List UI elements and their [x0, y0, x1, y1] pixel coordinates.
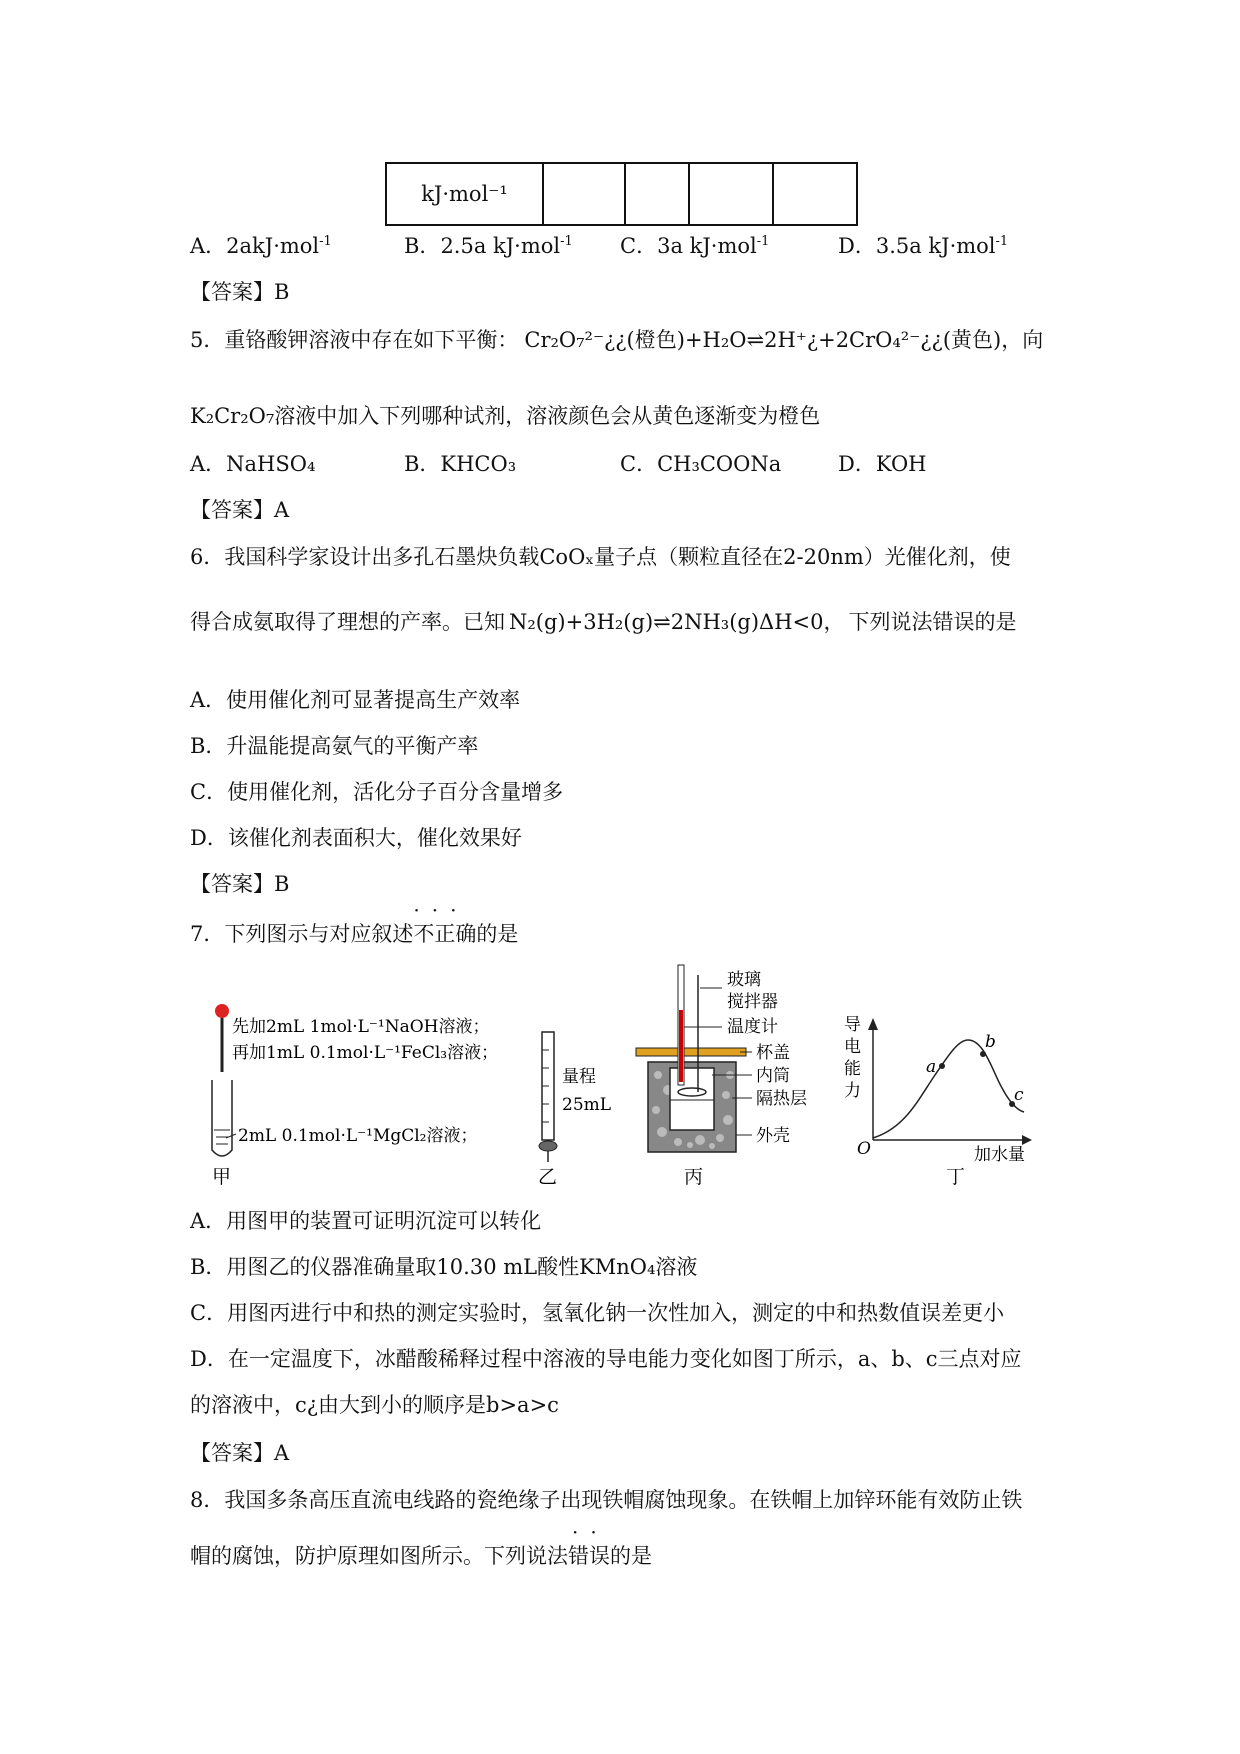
q6-line1: 6．我国科学家设计出多孔石墨炔负载CoOₓ量子点（颗粒直径在2-20nm）光催化剂，使 [190, 545, 1011, 569]
q4-option-c[interactable]: C．3a kJ·mol$^{-1}$ [620, 234, 770, 258]
q5-option-a[interactable]: A．NaHSO₄ [190, 452, 316, 476]
q5-equilibrium-formula: Cr₂O₇²⁻¿¿(橙色)+H₂O⇌2H⁺¿+2CrO₄²⁻¿¿(黄色)，向 [524, 328, 1044, 352]
test-tube [212, 1080, 232, 1156]
q7-option-d-cont: 的溶液中，c¿由大到小的顺序是b>a>c [190, 1393, 559, 1417]
bing-label-inner: 内筒 [756, 1066, 790, 1086]
figure-bing [636, 965, 807, 1188]
conductivity-curve [873, 1040, 1024, 1138]
stopcock [539, 1141, 557, 1151]
jia-label-2: 再加1mL 0.1mol·L⁻¹FeCl₃溶液； [232, 1043, 499, 1063]
emphasis-dots: ··· [413, 898, 469, 922]
bing-label-stirrer: 搅拌器 [727, 992, 778, 1012]
q6-option-d[interactable]: D．该催化剂表面积大，催化效果好 [190, 826, 522, 850]
q6-option-c[interactable]: C．使用催化剂，活化分子百分含量增多 [190, 780, 564, 804]
q6-line2-end: 下列说法错误的是 [848, 610, 1017, 634]
q6-option-b[interactable]: B．升温能提高氨气的平衡产率 [190, 734, 479, 758]
q7-stem-text: 7．下列图示与对应叙述 [190, 922, 414, 946]
q7-option-b[interactable]: B．用图乙的仪器准确量取10.30 mL酸性KMnO₄溶液 [190, 1255, 698, 1279]
q7-stem-end: 的是 [476, 922, 519, 946]
point-a [939, 1063, 945, 1069]
q5-option-b[interactable]: B．KHCO₃ [404, 452, 517, 476]
bing-label-insulation: 隔热层 [756, 1089, 807, 1109]
bing-label-lid: 杯盖 [756, 1043, 790, 1063]
ylabel-2: 电 [844, 1037, 861, 1057]
ylabel-3: 能 [844, 1059, 861, 1079]
q5-option-d[interactable]: D．KOH [838, 452, 927, 476]
bing-label-glass: 玻璃 [727, 970, 761, 990]
ylabel-1: 导 [844, 1015, 861, 1035]
ding-caption: 丁 [946, 1166, 966, 1188]
point-c-label: c [1014, 1085, 1024, 1105]
q7-option-d[interactable]: D．在一定温度下，冰醋酸稀释过程中溶液的导电能力变化如图丁所示，a、b、c三点对应 [190, 1347, 1022, 1371]
xlabel: 加水量 [974, 1145, 1025, 1165]
q6-option-a[interactable]: A．使用催化剂可显著提高生产效率 [190, 688, 521, 712]
origin-label: O [857, 1139, 871, 1159]
jia-label-3: 2mL 0.1mol·L⁻¹MgCl₂溶液； [238, 1126, 478, 1146]
yi-label-1: 量程 [562, 1067, 596, 1087]
q6-reaction-formula: N₂(g)+3H₂(g)⇌2NH₃(g)ΔH<0， [509, 610, 845, 634]
q5-stem-text: 5．重铬酸钾溶液中存在如下平衡： [190, 328, 519, 352]
dropper-bulb [215, 1004, 229, 1018]
q6-answer: 【答案】B [190, 872, 290, 896]
q4-option-a[interactable]: A．2akJ·mol$^{-1}$ [190, 234, 332, 258]
bing-label-shell: 外壳 [756, 1126, 790, 1146]
ylabel-4: 力 [844, 1081, 861, 1101]
figure-ding [844, 1015, 1032, 1188]
q4-option-b[interactable]: B．2.5a kJ·mol$^{-1}$ [404, 234, 573, 258]
bing-caption: 丙 [684, 1166, 704, 1188]
q8-line2 [190, 1520, 652, 1570]
inner-cup [670, 1068, 714, 1130]
q7-option-a[interactable]: A．用图甲的装置可证明沉淀可以转化 [190, 1209, 542, 1233]
q4-option-d[interactable]: D．3.5a kJ·mol$^{-1}$ [838, 234, 1009, 258]
cup-lid [636, 1048, 746, 1056]
y-axis-arrow [868, 1018, 878, 1030]
unit-text: kJ·mol⁻¹ [421, 182, 508, 206]
thermometer-mercury [679, 1010, 683, 1082]
x-axis-arrow [1022, 1135, 1032, 1145]
figure-yi [538, 1032, 611, 1188]
q8-line2-text: 帽的腐蚀，防护原理如图所示。下列说法 [190, 1544, 568, 1568]
point-a-label: a [926, 1057, 937, 1077]
q7-emphasis: ··· 不正确 [413, 898, 477, 946]
jia-caption: 甲 [212, 1166, 232, 1188]
q8-line2-end: 的是 [610, 1544, 652, 1568]
q7-answer: 【答案】A [190, 1441, 290, 1465]
q8-line1: 8．我国多条高压直流电线路的瓷绝缘子出现铁帽腐蚀现象。在铁帽上加锌环能有效防止铁 [190, 1488, 1023, 1512]
q4-answer: 【答案】B [190, 280, 290, 304]
q5-answer: 【答案】A [190, 498, 290, 522]
jia-label-1: 先加2mL 1mol·L⁻¹NaOH溶液； [232, 1017, 490, 1037]
q7-option-c[interactable]: C．用图丙进行中和热的测定实验时，氢氧化钠一次性加入，测定的中和热数值误差更小 [190, 1301, 1005, 1325]
q5-option-c[interactable]: C．CH₃COONa [620, 452, 782, 476]
q8-emphasis: ·· 错误 [568, 1520, 610, 1568]
yi-caption: 乙 [538, 1166, 558, 1188]
point-b-label: b [985, 1032, 996, 1052]
bing-label-thermometer: 温度计 [727, 1017, 778, 1037]
yi-label-2: 25mL [562, 1095, 612, 1115]
figure-jia [212, 1004, 498, 1188]
q6-line2-text: 得合成氨取得了理想的产率。已知 [190, 610, 505, 634]
emphasis-dots: ·· [572, 1520, 609, 1544]
q5-line2: K₂Cr₂O₇溶液中加入下列哪种试剂，溶液颜色会从黄色逐渐变为橙色 [190, 404, 821, 428]
